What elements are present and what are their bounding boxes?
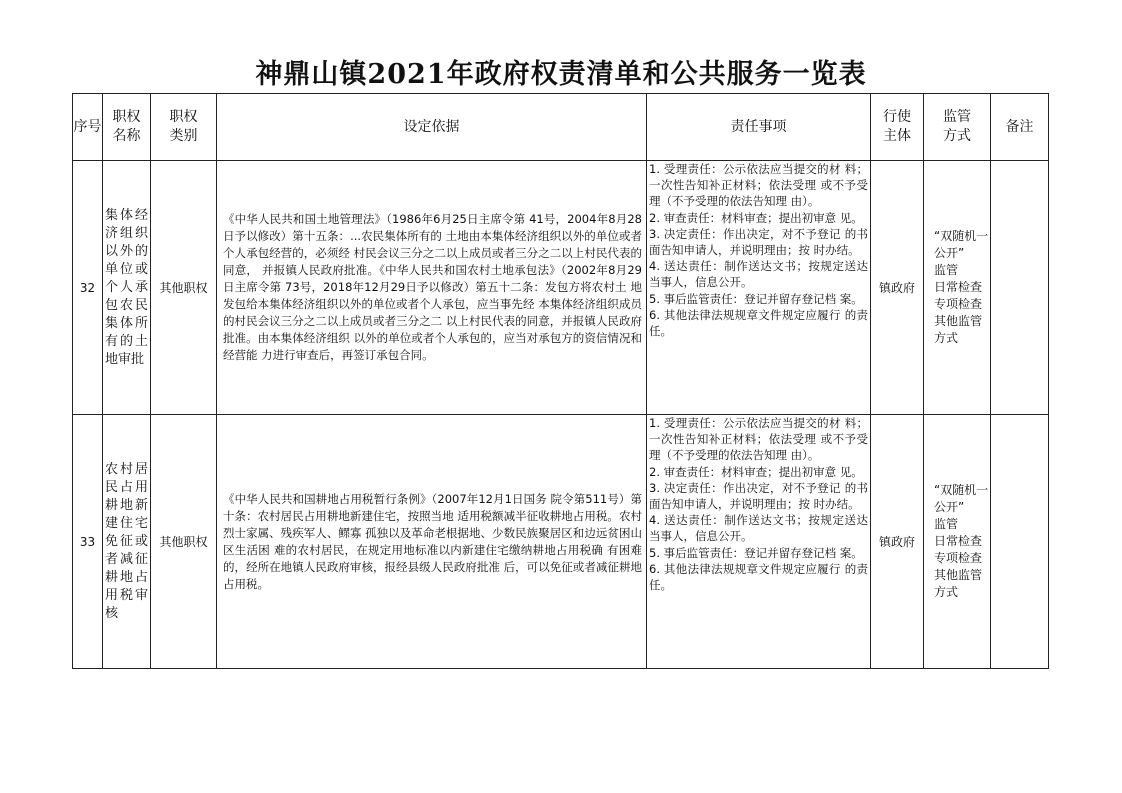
duty-item: 4. 送达责任：制作送达文书；按规定送达当事人，信息公开。 [649,259,868,290]
supervision-line: 监管 [934,263,959,277]
row-supervision [924,415,991,669]
table-header-row [73,94,1049,161]
duty-item: 5. 事后监管责任：登记并留存登记档 案。 [649,291,863,306]
duty-item: 2. 审查责任：材料审查；提出初审意 见。 [649,464,863,479]
header-note: 备注 [991,94,1049,161]
header-subject: 行使主体 [871,94,924,161]
row-subject: 镇政府 [871,161,924,415]
row-duties [647,415,871,669]
row-basis: 《中华人民共和国耕地占用税暂行条例》（2007年12月1日国务 院令第511号）第十条：农村居民占用耕地新建住宅，按照当地 适用税额减半征收耕地占用税。农村烈士家属、残疾军人、鳏寡 孤独以及革命老根据地、少数民族聚居区和边远贫困山区生活困 难的农村居民，在规定用地标准以内新建住宅缴纳耕地占用税确 有困难的，经所在地镇人民政府审核，报经县级人民政府批准 后，可以免征或者减征耕地占用税。 [217,415,647,669]
row-basis: 《中华人民共和国土地管理法》（1986年6月25日主席令第 41号，2004年8月28日予以修改）第十五条：...农民集体所有的 土地由本集体经济组织以外的单位或者个人承包经营的，必须经 村民会议三分之二以上成员或者三分之二以上村民代表的同意， 并报镇人民政府批准。《中华人民共和国农村土地承包法》（2002年8月29日主席令第 73号，2018年12月29日予以修改）第五十二条：发包方将农村土 地发包给本集体经济组织以外的单位或者个人承包，应当事先经 本集体经济组织成员的村民会议三分之二以上成员或者三分之二 以上村民代表的同意，并报镇人民政府批准。由本集体经济组织 以外的单位或者个人承包的，应当对承包方的资信情况和经营能 力进行审查后，再签订承包合同。 [217,161,647,415]
row-name: 农村居民占用耕地新建住宅免征或者减征耕地占用税审核 [103,415,151,669]
row-seq: 33 [73,415,103,669]
header-duty: 责任事项 [647,94,871,161]
supervision-line: 方式 [934,331,959,345]
supervision-line: 专项检查 [934,551,983,565]
duty-item: 6. 其他法律法规规章文件规定应履行 的责任。 [649,307,868,339]
row-subject: 镇政府 [871,415,924,669]
row-category: 其他职权 [151,161,217,415]
duty-item: 3. 决定责任：作出决定，对不予登记 的书面告知申请人，并说明理由；按 时办结。 [649,480,868,512]
duty-item: 6. 其他法律法规规章文件规定应履行 的责任。 [649,561,868,593]
row-duties [647,161,871,415]
supervision-line: “双随机一公开” [934,483,989,514]
header-basis: 设定依据 [217,94,647,161]
row-category: 其他职权 [151,415,217,669]
duty-item: 5. 事后监管责任：登记并留存登记档 案。 [649,545,863,560]
table-row [73,415,1049,669]
supervision-line: “双随机一公开” [934,229,989,260]
supervision-line: 其他监管 [934,568,983,582]
supervision-line: 方式 [934,585,959,599]
row-supervision [924,161,991,415]
duty-item: 1. 受理责任：公示依法应当提交的材 料；一次性告知补正材料；依法受理 或不予受理（不予受理的依法告知理 由）。 [649,162,868,209]
header-seq: 序号 [73,94,103,161]
supervision-line: 日常检查 [934,534,983,548]
header-category: 职权类别 [151,94,217,161]
supervision-line: 其他监管 [934,314,983,328]
duty-item: 3. 决定责任：作出决定，对不予登记 的书面告知申请人，并说明理由；按 时办结。 [649,226,868,258]
row-name: 集体经济组织以外的单位或个人承包农民集体所有的土地审批 [103,161,151,415]
supervision-line: 日常检查 [934,280,983,294]
page-title: 神鼎山镇2021年政府权责清单和公共服务一览表 [255,59,867,90]
row-seq: 32 [73,161,103,415]
row-note [991,415,1049,669]
duty-item: 2. 审查责任：材料审查；提出初审意 见。 [649,210,863,225]
supervision-line: 专项检查 [934,297,983,311]
header-supervision: 监管方式 [924,94,991,161]
header-name: 职权名称 [103,94,151,161]
power-list-table [72,93,1049,669]
table-row [73,161,1049,415]
supervision-line: 监管 [934,517,959,531]
duty-item: 1. 受理责任：公示依法应当提交的材 料；一次性告知补正材料；依法受理 或不予受理（不予受理的依法告知理 由）。 [649,416,868,463]
duty-item: 4. 送达责任：制作送达文书；按规定送达当事人，信息公开。 [649,513,868,544]
row-note [991,161,1049,415]
